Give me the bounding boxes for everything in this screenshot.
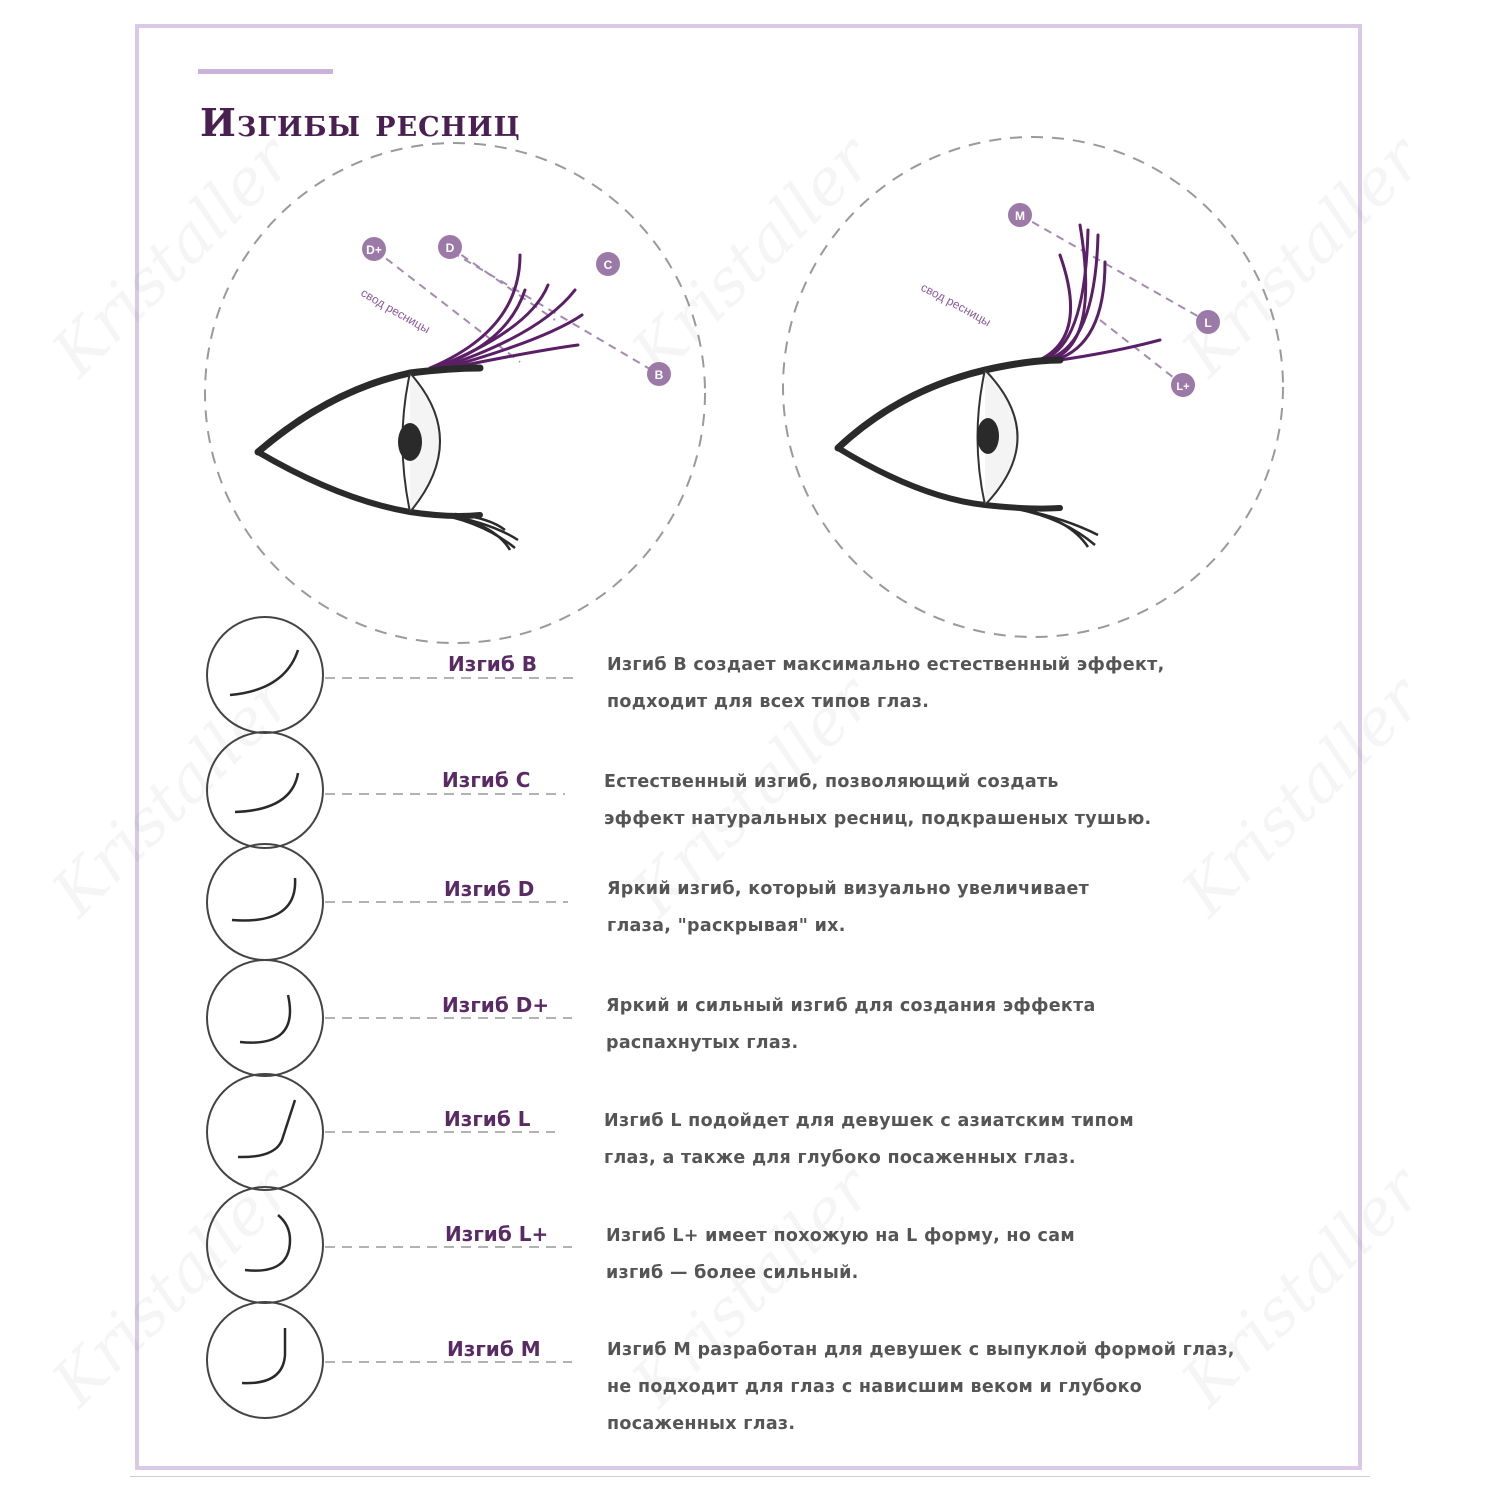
curl-description-b	[607, 647, 1165, 721]
curl-description-d	[607, 871, 1089, 945]
lower-lid	[838, 448, 1060, 509]
description-line: Яркий изгиб, который визуально увеличивает	[607, 879, 1090, 899]
svg-text:M: M	[1015, 209, 1025, 223]
svg-text:L: L	[1204, 316, 1212, 330]
guide-line-m	[1020, 215, 1208, 322]
curl-label-dplus: Изгиб D+	[442, 993, 550, 1017]
svg-text:D: D	[445, 241, 455, 255]
description-line: эффект натуральных ресниц, подкрашеных тушью.	[604, 809, 1152, 829]
label-dplus	[362, 237, 386, 261]
description-line: посаженных глаз.	[607, 1414, 796, 1434]
curl-description-dplus	[606, 988, 1096, 1062]
label-b	[647, 362, 671, 386]
label-c	[596, 252, 620, 276]
curl-icon-d	[207, 844, 568, 960]
lower-lashes	[1005, 507, 1098, 547]
description-line: Естественный изгиб, позволяющий создать	[604, 772, 1059, 792]
description-line: не подходит для глаз с нависшим веком и глубоко	[607, 1377, 1143, 1397]
upper-lashes	[420, 255, 582, 372]
page-title: Изгибы ресниц	[200, 100, 521, 145]
upper-lashes	[1035, 225, 1160, 362]
upper-lid	[258, 368, 480, 452]
description-line: распахнутых глаз.	[606, 1033, 799, 1053]
description-line: Изгиб M разработан для девушек с выпуклой формой глаз,	[607, 1340, 1235, 1360]
description-line: Изгиб B создает максимально естественный эффект,	[607, 655, 1165, 675]
label-m	[1008, 203, 1032, 227]
curl-icon-dplus	[207, 960, 572, 1076]
curl-description-c	[604, 764, 1151, 838]
arc-caption: свод ресницы	[358, 285, 433, 337]
pupil	[977, 418, 999, 454]
curl-icon-l	[207, 1074, 555, 1190]
label-lplus	[1171, 373, 1195, 397]
upper-lid	[838, 360, 1060, 448]
curl-description-m	[607, 1332, 1235, 1443]
diagram-circle	[205, 143, 705, 643]
svg-text:D+: D+	[366, 243, 382, 257]
curl-description-l	[604, 1103, 1134, 1177]
curl-label-c: Изгиб C	[442, 768, 531, 792]
curl-label-l: Изгиб L	[444, 1107, 531, 1131]
eye-diagram-left	[205, 143, 705, 643]
svg-text:C: C	[603, 258, 613, 272]
description-line: Изгиб L+ имеет похожую на L форму, но сам	[606, 1226, 1075, 1246]
description-line: глаза, "раскрывая" их.	[607, 916, 846, 936]
svg-text:B: B	[654, 368, 664, 382]
guide-line-d	[450, 247, 555, 320]
arc-caption: свод ресницы	[918, 280, 994, 330]
lower-lashes	[430, 513, 518, 550]
pupil	[398, 423, 422, 461]
curl-label-m: Изгиб M	[447, 1337, 541, 1361]
description-line: изгиб — более сильный.	[606, 1263, 859, 1283]
description-line: Изгиб L подойдет для девушек с азиатским типом	[604, 1111, 1134, 1131]
eye-diagram-right	[783, 137, 1283, 637]
label-l	[1196, 310, 1220, 334]
description-line: Яркий и сильный изгиб для создания эффекта	[606, 996, 1096, 1016]
curl-label-lplus: Изгиб L+	[445, 1222, 549, 1246]
curl-label-b: Изгиб B	[448, 652, 537, 676]
curl-description-lplus	[606, 1218, 1075, 1292]
svg-text:L+: L+	[1176, 381, 1190, 393]
description-line: подходит для всех типов глаз.	[607, 692, 930, 712]
lower-lid	[258, 452, 480, 516]
curl-label-d: Изгиб D	[444, 877, 535, 901]
diagram-circle	[783, 137, 1283, 637]
description-line: глаз, а также для глубоко посаженных глаз.	[604, 1148, 1076, 1168]
label-d	[438, 235, 462, 259]
